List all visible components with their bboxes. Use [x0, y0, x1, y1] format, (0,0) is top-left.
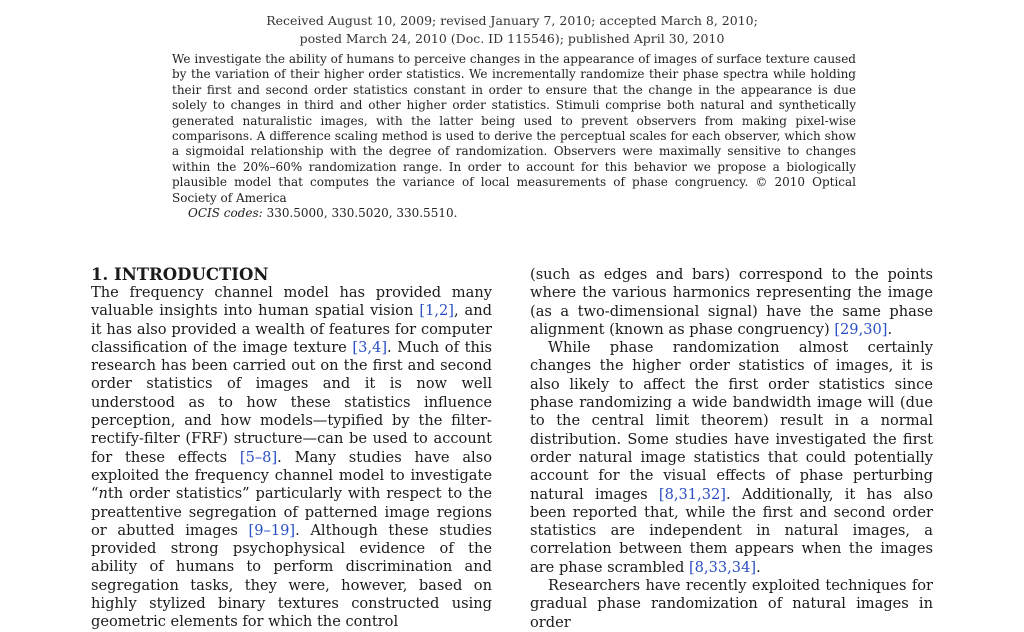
abstract: We investigate the ability of humans to perceive changes in the appearance of images of surface texture caused by the variation of their higher order statistics. We incrementally randomize their phase spectra while holding their first and second order statistics constant in order to ensure that the change in the appearance is due solely to changes in third and other higher order statistics. Stimuli comprise both natural and synthetically generated naturalistic images, with the latter being used to prevent observers from making pixel-wise comparisons. A difference scaling method is used to derive the perceptual scales for each observer, which show a sigmoidal relationship with the degree of randomization. Observers were maximally sensitive to changes within the 20%–60% randomization range. In order to account for this behavior we propose a biologically plausible model that computes the variance of local measurements of phase congruency. © 2010 Optical Society of America [172, 52, 856, 205]
citation-link[interactable]: [29,30] [834, 320, 888, 338]
dates-line-1: Received August 10, 2009; revised January 7, 2010; accepted March 8, 2010; [266, 13, 758, 28]
publication-dates [0, 12, 1024, 48]
right-paragraph-3: Researchers have recently exploited techniques for gradual phase randomization of natural images in order [530, 577, 933, 631]
ocis-codes [188, 206, 457, 220]
ocis-label: OCIS codes: [188, 206, 263, 220]
dates-line-2: posted March 24, 2010 (Doc. ID 115546); published April 30, 2010 [299, 31, 725, 46]
section-heading: 1. INTRODUCTION [91, 265, 269, 284]
right-paragraph-2: While phase randomization almost certainly changes the higher order statistics of images, it is also likely to affect the first order statistics since phase randomizing a wide bandwidth image will (due to the central limit theorem) result in a normal distribution. Some studies have investigated the first order natural image statistics that could potentially account for the visual effects of phase perturbing natural images [8,31,32]. Additionally, it has also been reported that, while the first and second order statistics are independent in natural images, a correlation between them appears when the images are phase scrambled [8,33,34]. [530, 339, 933, 576]
citation-link[interactable]: [9–19] [248, 521, 296, 539]
right-column [530, 266, 933, 632]
ocis-values: 330.5000, 330.5020, 330.5510. [266, 206, 458, 220]
right-paragraph-1: (such as edges and bars) correspond to the points where the various harmonics representing the image (as a two-dimensional signal) have the same phase alignment (known as phase congruency) [29,30]. [530, 266, 933, 338]
citation-link[interactable]: [8,33,34] [688, 558, 757, 576]
citation-link[interactable]: [3,4] [352, 338, 388, 356]
citation-link[interactable]: [8,31,32] [658, 485, 726, 503]
intro-paragraph-1: The frequency channel model has provided many valuable insights into human spatial vision [1,2], and it has also provided a wealth of features for computer classification of the image texture [3,4]. Much of this research has been carried out on the first and second order statistics of images and it is now well understood as to how these statistics influence perception, and how models—typified by the filter-rectify-filter (FRF) structure—can be used to account for these effects [5–8]. Many studies have also exploited the frequency channel model to investigate “nth order statistics” particularly with respect to the preattentive segregation of patterned image regions or abutted images [9–19]. Although these studies provided strong psychophysical evidence of the ability of humans to perform discrimination and segregation tasks, they were, however, based on highly stylized binary textures constructed using geometric elements for which the control [91, 284, 493, 631]
citation-link[interactable]: [5–8] [239, 448, 278, 466]
citation-link[interactable]: [1,2] [419, 302, 454, 320]
left-column [91, 266, 492, 632]
